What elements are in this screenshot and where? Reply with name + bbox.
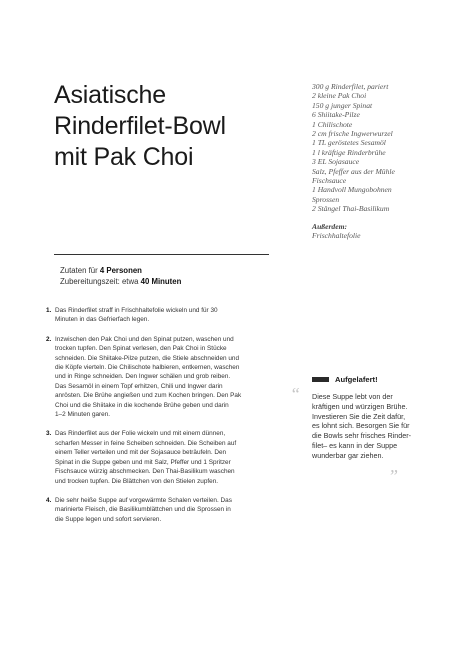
ingredient-item: 2 Stängel Thai-Basilikum: [312, 204, 390, 214]
step-text: Choi und die Shiitake in die kochende Brühe geben und darin: [55, 401, 229, 409]
step-text: die Köpfe vierteln. Die Chilischote halbieren, entkernen, waschen: [55, 364, 240, 372]
ingredient-item: 1 TL geröstetes Sesamöl: [312, 138, 386, 148]
step-item: [46, 335, 276, 420]
step-text: marinierte Fleisch, die Basilikumblättchen und die Sprossen in: [55, 506, 231, 514]
step-text: Die sehr heiße Suppe auf vorgewärmte Schalen verteilen. Das: [55, 496, 232, 504]
tip-header: [312, 375, 442, 384]
ingredient-item: Sprossen: [312, 194, 340, 204]
ingredient-item: 300 g Rinderfilet, pariert: [312, 82, 389, 91]
step-text: Das Rinderfilet straff in Frischhaltefolie wickeln und für 30: [55, 307, 218, 314]
tip-line: Diese Suppe lebt von der: [312, 392, 393, 401]
title-line: Rinderfilet-Bowl: [54, 112, 226, 140]
tip-line: die Bowls sehr frisches Rinder-: [312, 431, 412, 441]
step-text: Das Rinderfilet aus der Folie wickeln und mit einem dünnen,: [55, 430, 226, 438]
prep-time: [60, 276, 181, 287]
extra-item: Frischhaltefolie: [312, 231, 361, 241]
servings-value: 4 Personen: [99, 266, 142, 275]
prep-time-label: Zubereitungszeit: etwa: [60, 277, 139, 286]
ingredient-item: Salz, Pfeffer aus der Mühle: [312, 166, 395, 176]
tip-line: kräftigen und würzigen Brühe.: [312, 401, 408, 411]
step-number: 3.: [46, 430, 52, 438]
tip-title: Aufgelafert!: [335, 375, 378, 384]
step-text: und trocken tupfen. Die Blättchen von den Stielen zupfen.: [55, 477, 219, 485]
step-text: scharfen Messer in feine Scheiben schneiden. Die Scheiben auf: [55, 439, 237, 447]
ingredient-item: 6 Shiitake-Pilze: [312, 110, 360, 120]
ingredient-item: 2 kleine Pak Choi: [312, 91, 367, 101]
step-text: Minuten in das Gefrierfach legen.: [55, 316, 150, 324]
servings-label: Zutaten für: [60, 266, 98, 275]
step-text: die Suppe legen und sofort servieren.: [55, 515, 162, 523]
tip-box: [290, 375, 442, 461]
step-text: Inzwischen den Pak Choi und den Spinat putzen, waschen und: [55, 335, 234, 343]
extra-heading: Außerdem:: [312, 221, 348, 231]
step-text: Das Sesamöl in einem Topf erhitzen, Chili und Ingwer darin: [55, 382, 223, 390]
ingredient-item: 3 EL Sojasauce: [312, 157, 360, 167]
tip-line: wunderbar gar ziehen.: [312, 450, 384, 460]
ingredient-item: 1 Handvoll Mungobohnen: [312, 185, 392, 195]
title-line: Asiatische: [54, 81, 166, 109]
step-text: schneiden. Die Shiitake-Pilze putzen, die Stiele abschneiden und: [55, 354, 240, 362]
step-item: [46, 496, 276, 524]
step-text: Fischsauce würzig abschmecken. Den Thai-Basilikum waschen: [55, 468, 235, 476]
step-list: [46, 306, 276, 534]
step-number: 1.: [46, 307, 52, 314]
prep-time-value: 40 Minuten: [140, 277, 182, 286]
step-item: [46, 306, 276, 325]
step-text: 1–2 Minuten garen.: [55, 411, 111, 419]
step-text: anrösten. Die Brühe angießen und zum Kochen bringen. Den Pak: [55, 392, 242, 400]
ingredient-item: Fischsauce: [312, 176, 347, 186]
ingredient-item: 2 cm frische Ingwerwurzel: [312, 129, 393, 139]
recipe-title: [54, 80, 274, 173]
step-text: und in Ringe schneiden. Den Ingwer schälen und grob reiben.: [55, 373, 231, 381]
tip-line: Investieren Sie die Zeit dafür,: [312, 411, 406, 421]
step-number: 4.: [46, 496, 52, 504]
step-item: [46, 429, 276, 485]
tip-bar-icon: [312, 377, 329, 382]
quote-open-icon: “: [290, 384, 301, 404]
ingredient-item: 1 l kräftige Rinderbrühe: [312, 147, 386, 157]
tip-text: [290, 384, 442, 461]
ingredient-item: 1 Chilischote: [312, 119, 353, 129]
tip-line: filet– es kann in der Suppe: [312, 440, 398, 450]
servings: [60, 265, 181, 276]
step-text: Spinat in die Suppe geben und mit Salz, Pfeffer und 1 Spritzer: [55, 458, 231, 466]
step-number: 2.: [46, 335, 52, 343]
ingredient-item: 150 g junger Spinat: [312, 100, 373, 110]
step-text: trocken tupfen. Den Spinat verlesen, den Pak Choi in Stücke: [55, 345, 227, 353]
divider: [54, 254, 269, 255]
title-line: mit Pak Choi: [54, 143, 194, 171]
step-text: einem Teller verteilen und mit der Sojasauce beträufeln. Den: [55, 449, 227, 457]
tip-line: es lohnt sich. Besorgen Sie für: [312, 421, 410, 431]
ingredient-list: [312, 82, 447, 241]
quote-close-icon: „: [390, 456, 401, 476]
recipe-meta: [60, 265, 181, 287]
